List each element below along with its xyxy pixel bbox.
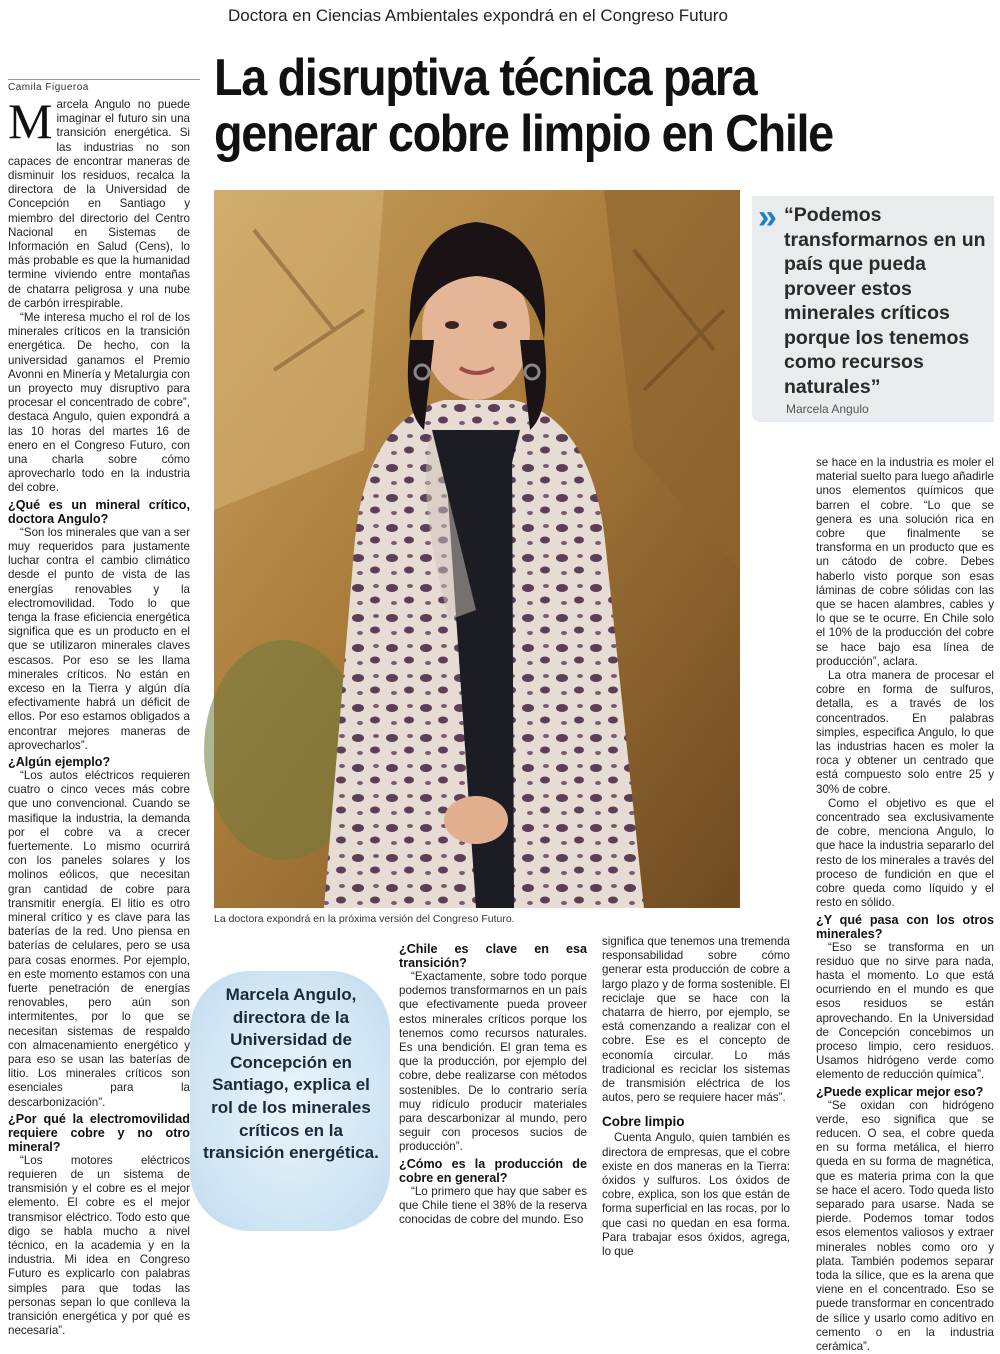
paragraph: Como el objetivo es que el concentrado sea exclusivamente de cobre, menciona Angulo, lo que hace la industria separarlo del resto de los minerales a través del proceso de fundición en que el cobre queda como líquido y el resto en sólido. <box>816 796 994 910</box>
paragraph: “Los motores eléctricos requieren de un sistema de transmisión y el cobre es el mejor elemento. El cobre es el mejor transmisor eléctrico. Todo esto que digo se habla mucho a nivel técnico, en la academia y en la industria. Mi idea en Congreso Futuro es explicarlo con palabras simples para que todas las personas sepan lo que conlleva la transición energética y por qué es necesaria”. <box>8 1153 190 1338</box>
paragraph: “Los autos eléctricos requieren cuatro o cinco veces más cobre que uno convencional. Cuando se masifique la industria, la demanda por el cobre va a crecer fuertemente. Lo mismo ocurrirá con los paneles solares y los molinos eólicos, que necesitan gran cantidad de cobre para transmitir energía. El litio es otro mineral crítico y es clave para las baterías de la red. Uno piensa en baterías de celulares, pero se usa para cosas enormes. Por ejemplo, en este momento estamos con una fuerte penetración de energías renovables, pero aún son intermitentes, por lo que se necesitan sistemas de respaldo con almacenamiento energético y para eso se usan las baterías de litio. Los minerales críticos son esenciales para la descarbonización”. <box>8 768 190 1109</box>
paragraph: significa que tenemos una tremenda responsabilidad sobre cómo generar esta producción de cobre a largo plazo y de forma sostenible. El reciclaje que se hace con la chatarra de hierro, por ejemplo, se está comenzando a realizar con el cobre. Ese es el concepto de economía circular. Lo más tradicional es reciclar los sistemas de transmisión eléctrica de los autos, pero se requiere hacer más”. <box>602 935 790 1105</box>
question: ¿Cómo es la producción de cobre en general? <box>399 1156 587 1185</box>
kicker: Doctora en Ciencias Ambientales expondrá en el Congreso Futuro <box>228 6 728 25</box>
paragraph: “Exactamente, sobre todo porque podemos transformarnos en un país que efectivamente pueda proveer estos minerales críticos porque los tenemos como recursos naturales. Es una bendición. El gran tema es que la producción, por ejemplo del cobre, debe realizarse con métodos sostenibles. De lo contrario sería muy ridículo producir materiales para descarbonizar al mundo, pero seguir con procesos sucios de producción”. <box>399 970 587 1154</box>
photo-caption: La doctora expondrá en la próxima versión del Congreso Futuro. <box>214 913 515 925</box>
headline: La disruptiva técnica para generar cobre limpio en Chile <box>214 49 833 163</box>
article-column-3 <box>399 940 587 1234</box>
paragraph: “Son los minerales que van a ser muy requeridos para justamente luchar contra el cambio climático desde el punto de vista de las energías renovables y la electromovilidad. Todo lo que tenga la frase eficiencia energética significa que es un producto en el que se utilizaron minerales claves escasos. Por eso se les llama minerales críticos. No están en exceso en la Tierra y algún día efectivamente habrá un déficit de ellos. Por eso estamos obligados a encontrar mejores maneras de aprovecharlos”. <box>8 525 190 752</box>
question: ¿Algún ejemplo? <box>8 754 111 769</box>
question: ¿Por qué la electromovilidad requiere cobre y no otro mineral? <box>8 1111 190 1154</box>
article-column-1 <box>8 93 190 1338</box>
question: ¿Puede explicar mejor eso? <box>816 1084 984 1099</box>
subheading: Cobre limpio <box>602 1114 685 1130</box>
byline: Camila Figueroa <box>8 79 200 93</box>
portrait-photo <box>214 190 740 908</box>
paragraph: “Me interesa mucho el rol de los minerales críticos en la transición energética. De hecho, con la universidad ganamos el Premio Avonni en Minería y Metalurgia con un proyecto muy disruptivo para procesar el concentrado de cobre”, destaca Angulo, quien expondrá a las 10 horas del martes 16 de enero en el Congreso Futuro, con una charla sobre cómo aprovecharlo todo en la industria del cobre. <box>8 311 190 495</box>
dropcap: M <box>8 93 53 149</box>
paragraph: “Se oxidan con hidrógeno verde, eso significa que se reducen. O sea, el cobre queda en su forma metálica, el hierro queda en su forma de magnética, que es materia prima con la que se hace el acero. Todo queda listo separado para usarse. Nada se pierde. Podemos tomar todos esos elementos valiosos y extraer minerales nobles como oro y plata. También podemos separar toda la sílice, que es la arena que viene en el concentrado. Eso se puede transformar en concentrado de sílice y usarlo como aditivo en cemento o en la industria cerámica”. <box>816 1098 994 1353</box>
pull-quote-text: “Podemos transformarnos en un país que pueda proveer estos minerales críticos porque los tenemos como recursos naturales” <box>784 204 986 398</box>
article-column-4 <box>602 935 790 1259</box>
article-column-5 <box>816 456 994 1353</box>
quote-chevron-icon: » <box>758 198 771 236</box>
paragraph: “Eso se transforma en un residuo que no sirve para nada, hasta el momento. Lo que está ocurriendo en el mundo es que esos residuos se están aprovechando. En la Universidad de Concepción concebimos un proceso limpio, cero residuos. Usamos hidrógeno verde como elemento de reducción química”. <box>816 940 994 1082</box>
highlight-text: Marcela Angulo, directora de la Universidad de Concepción en Santiago, explica el rol de los minerales críticos en la transición energética. <box>203 985 379 1163</box>
paragraph: se hace en la industria es moler el material suelto para luego añadirle unos elementos químicos que barren el cobre. “Lo que se genera es una solución rica en cobre que finalmente se transforma en un producto que es un cátodo de cobre. Debes haberlo visto porque son esas láminas de cobre sólidas con las que se hacen alambres, cables y lo que se te ocurre. En Chile solo el 10% de la producción del cobre se hace bajo esa línea de producción”, aclara. <box>816 456 994 668</box>
pull-quote-author: Marcela Angulo <box>786 402 869 416</box>
paragraph: Cuenta Angulo, quien también es directora de empresas, que el cobre existe en dos maneras en la Tierra: óxidos y sulfuros. Los óxidos de cobre, explica, son los que están de forma superficial en las rocas, por lo que casi no quedan en esa forma. Para trabajar esos óxidos, agrega, lo que <box>602 1131 790 1259</box>
question: ¿Y qué pasa con los otros minerales? <box>816 912 994 941</box>
paragraph: “Lo primero que hay que saber es que Chile tiene el 38% de la reserva conocidas de cobre del mundo. Eso <box>399 1184 587 1227</box>
paragraph: arcela Angulo no puede imaginar el futuro sin una transición energética. Si las industrias no son capaces de encontrar maneras de disminuir los residuos, recalca la directora de la Universidad de Concepción en Santiago y miembro del directorio del Centro Nacional en Sistemas de Información en Salud (Cens), lo más probable es que la humanidad termine viviendo entre montañas de chatarra peligrosa y una nube de carbón irrespirable. <box>8 98 190 310</box>
paragraph: La otra manera de procesar el cobre en forma de sulfuros, detalla, es a través de los concentrados. En palabras simples, especifica Angulo, lo que las industrias hacen es moler la roca y obtener un centrado que está compuesto solo entre 25 y 30% de cobre. <box>816 669 994 796</box>
question: ¿Qué es un mineral crítico, doctora Angulo? <box>8 497 190 526</box>
question: ¿Chile es clave en esa transición? <box>399 942 587 970</box>
